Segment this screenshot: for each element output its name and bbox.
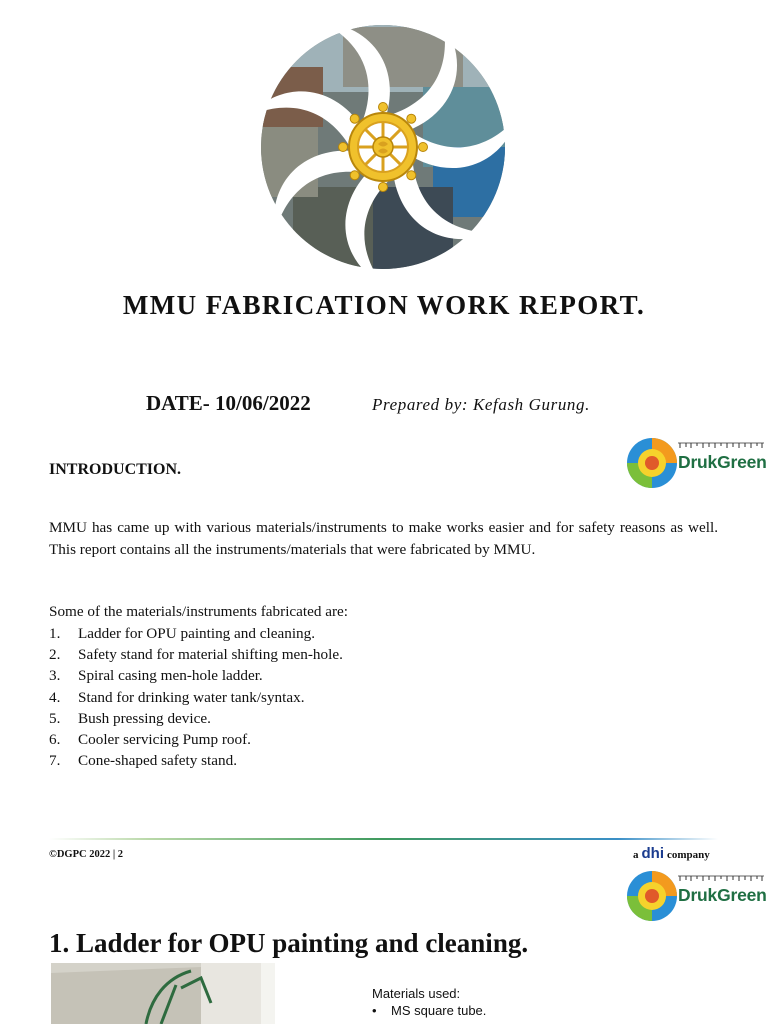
tibetan-script-logo — [678, 441, 764, 449]
drukgreen-emblem-icon — [626, 870, 678, 922]
slide-heading: 1. Ladder for OPU painting and cleaning. — [49, 928, 529, 958]
brand-name: DrukGreen — [678, 452, 767, 472]
introduction-paragraph: MMU has came up with various materials/instruments to make works easier and for safety reasons as well. This report contains all the instruments/materials that were fabricated by MMU. — [49, 519, 718, 558]
list-item: 2. Safety stand for material shifting men-hole. — [49, 646, 343, 664]
materials-title: Materials used: — [372, 986, 461, 1001]
list-item: 1. Ladder for OPU painting and cleaning. — [49, 625, 316, 642]
list-item: 7. Cone-shaped safety stand. — [49, 752, 238, 770]
footer-copyright: ©DGPC 2022 | 2 — [49, 849, 124, 860]
section-heading-introduction: INTRODUCTION. — [49, 461, 182, 478]
hero-flower-logo — [258, 22, 508, 272]
list-item: 6. Cooler servicing Pump roof. — [49, 730, 251, 748]
dhi-logo: dhi — [641, 845, 664, 862]
dhi-company-tag: a dhi company — [633, 845, 710, 862]
fabricated-items-list — [49, 623, 343, 771]
tibetan-script-logo — [678, 874, 764, 882]
list-item: • MS square tube. — [372, 1003, 487, 1018]
report-title: MMU FABRICATION WORK REPORT. — [122, 290, 646, 320]
page-number: 2 — [117, 849, 124, 860]
materials-list-intro: Some of the materials/instruments fabricated are: — [49, 603, 349, 620]
list-item: 3. Spiral casing men-hole ladder. — [49, 667, 263, 685]
drukgreen-logo — [626, 870, 766, 928]
footer-divider — [49, 838, 718, 841]
drukgreen-emblem-icon — [626, 437, 678, 489]
materials-used-list — [372, 1003, 486, 1019]
brand-name: DrukGreen — [678, 885, 767, 905]
list-item: 4. Stand for drinking water tank/syntax. — [49, 688, 305, 706]
report-date: DATE- 10/06/2022 — [146, 391, 311, 415]
prepared-by: Prepared by: Kefash Gurung. — [372, 395, 590, 414]
dharma-wheel-icon — [339, 103, 428, 192]
drukgreen-logo — [626, 437, 766, 495]
list-item: 5. Bush pressing device. — [49, 709, 211, 727]
ladder-photo — [51, 963, 275, 1024]
